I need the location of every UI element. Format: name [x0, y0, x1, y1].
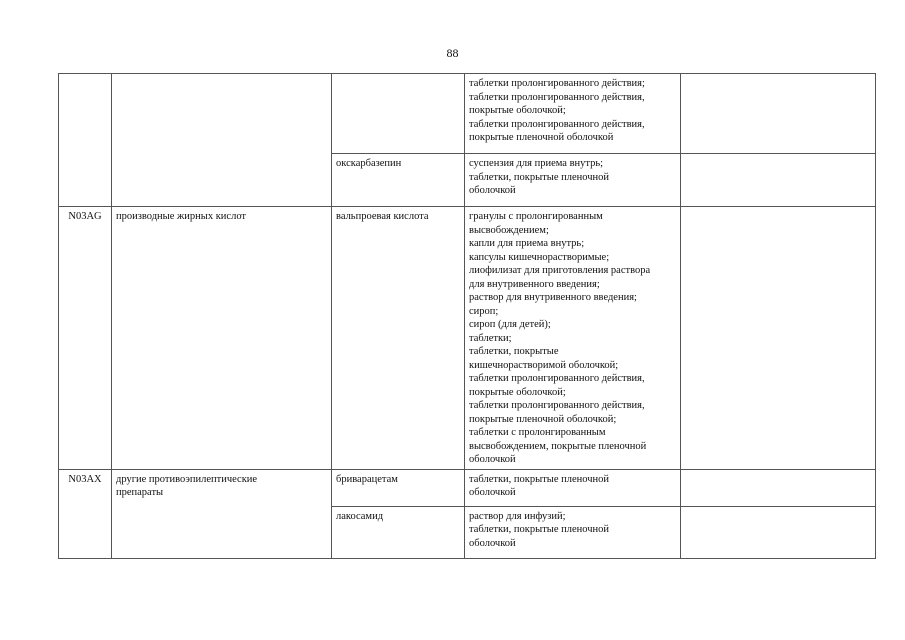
dosage-form-line: суспензия для приема внутрь;: [469, 158, 604, 169]
drug-table: [58, 73, 876, 559]
substance-name: вальпроевая кислота: [336, 211, 429, 222]
dosage-form-line: таблетки с пролонгированным: [469, 427, 606, 438]
notes-cell: [681, 207, 876, 470]
dosage-form-line: таблетки пролонгированного действия,: [469, 118, 645, 130]
table-row: [59, 207, 876, 470]
dosage-forms-cell: [465, 506, 681, 558]
atc-code-cell: [59, 74, 112, 207]
dosage-form-line: кишечнорастворимой оболочкой;: [469, 359, 619, 371]
dosage-form-line: покрытые пленочной оболочкой: [469, 132, 614, 143]
dosage-forms-cell: [465, 207, 681, 470]
dosage-form-line: таблетки пролонгированного действия,: [469, 373, 645, 384]
dosage-form-line: капли для приема внутрь;: [469, 238, 585, 249]
dosage-form-line: для внутривенного введения;: [469, 278, 600, 290]
substance-name: лакосамид: [336, 510, 384, 522]
dosage-form-line: высвобождением, покрытые пленочной: [469, 440, 647, 452]
atc-code: N03AG: [68, 211, 102, 222]
atc-code-cell: [59, 207, 112, 470]
dosage-form-line: таблетки, покрытые: [469, 346, 559, 357]
notes-cell: [681, 506, 876, 558]
substance-name: окскарбазепин: [336, 158, 402, 169]
dosage-form-line: таблетки;: [469, 332, 512, 344]
dosage-form-line: раствор для инфузий;: [469, 510, 566, 522]
page-number: 88: [446, 46, 459, 60]
dosage-forms-cell: [465, 154, 681, 207]
dosage-form-line: раствор для внутривенного введения;: [469, 292, 637, 303]
dosage-form-line: покрытые оболочкой;: [469, 386, 566, 398]
dosage-form-line: таблетки, покрытые пленочной: [469, 524, 610, 535]
dosage-form-line: лиофилизат для приготовления раствора: [469, 265, 651, 276]
dosage-form-line: гранулы с пролонгированным: [469, 211, 603, 222]
notes-cell: [681, 154, 876, 207]
atc-code: N03AX: [68, 473, 102, 485]
group-name: производные жирных кислот: [116, 211, 247, 222]
atc-code-cell: [59, 469, 112, 558]
substance-cell: [332, 469, 465, 506]
dosage-form-line: сироп (для детей);: [469, 319, 551, 330]
dosage-form-line: покрытые оболочкой;: [469, 105, 566, 116]
dosage-form-line: оболочкой: [469, 185, 516, 196]
group-cell: [112, 207, 332, 470]
table-row: [59, 469, 876, 506]
table-row: [59, 74, 876, 154]
dosage-form-line: оболочкой: [469, 454, 516, 465]
group-cell: [112, 74, 332, 207]
group-name: препараты: [116, 487, 164, 498]
substance-cell: [332, 154, 465, 207]
dosage-form-line: таблетки пролонгированного действия,: [469, 400, 645, 411]
group-cell: [112, 469, 332, 558]
substance-cell: [332, 207, 465, 470]
dosage-forms-cell: [465, 469, 681, 506]
notes-cell: [681, 469, 876, 506]
dosage-form-line: высвобождением;: [469, 224, 549, 236]
dosage-form-line: таблетки, покрытые пленочной: [469, 171, 610, 183]
dosage-form-line: таблетки, покрытые пленочной: [469, 473, 610, 485]
dosage-form-line: таблетки пролонгированного действия;: [469, 78, 645, 89]
substance-name: бриварацетам: [336, 473, 398, 485]
dosage-form-line: покрытые пленочной оболочкой;: [469, 413, 617, 425]
dosage-form-line: оболочкой: [469, 537, 516, 549]
dosage-form-line: сироп;: [469, 305, 499, 317]
substance-cell: [332, 74, 465, 154]
dosage-form-line: капсулы кишечнорастворимые;: [469, 251, 610, 263]
substance-cell: [332, 506, 465, 558]
notes-cell: [681, 74, 876, 154]
dosage-forms-cell: [465, 74, 681, 154]
group-name: другие противоэпилептические: [116, 473, 258, 485]
dosage-form-line: оболочкой: [469, 487, 516, 498]
dosage-form-line: таблетки пролонгированного действия,: [469, 91, 645, 103]
